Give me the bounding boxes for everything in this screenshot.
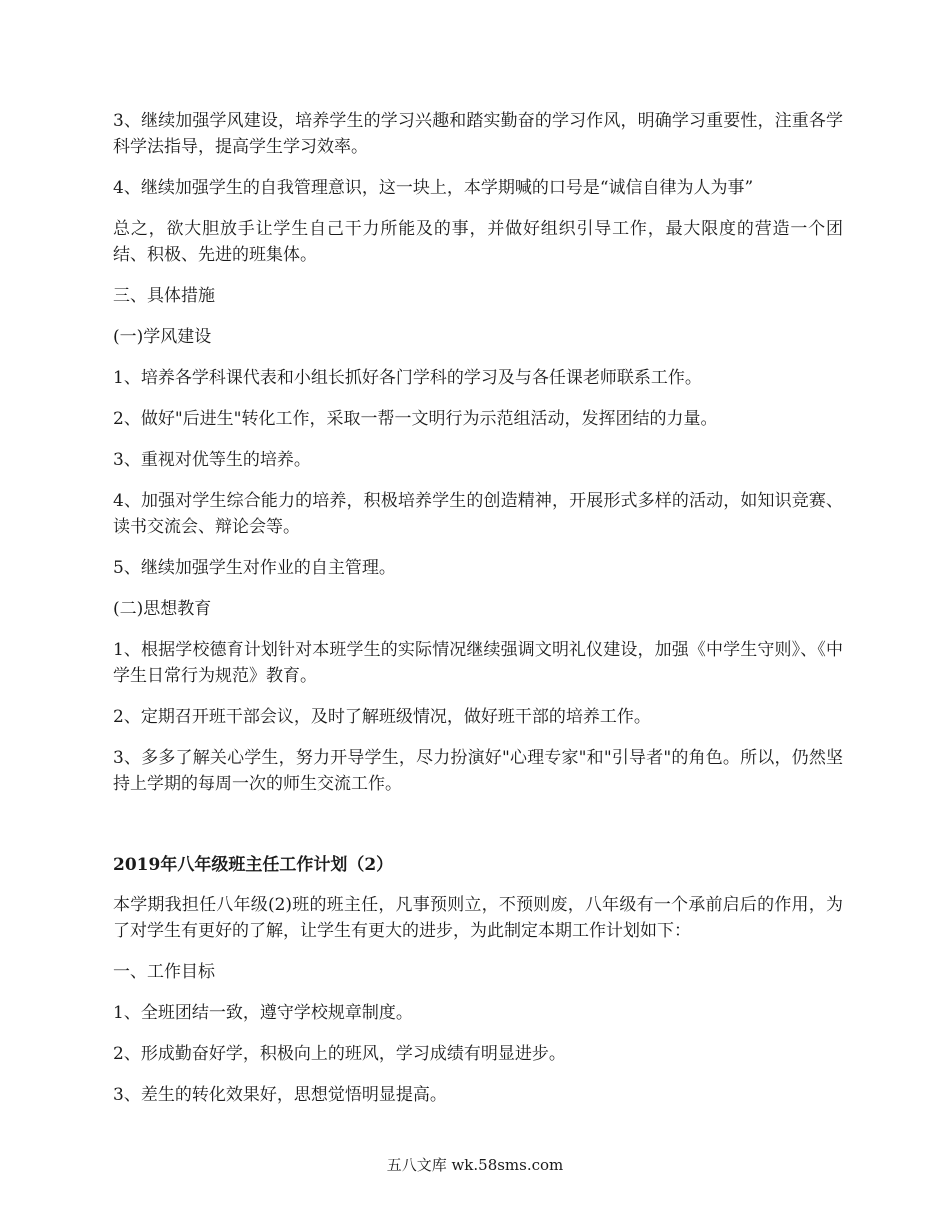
paragraph: 5、继续加强学生对作业的自主管理。	[113, 558, 396, 578]
paragraph: 2、做好"后进生"转化工作，采取一帮一文明行为示范组活动，发挥团结的力量。	[113, 409, 718, 429]
paragraph: 1、根据学校德育计划针对本班学生的实际情况继续强调文明礼仪建设，加强《中学生守则》、《中学生日常行为规范》教育。	[113, 640, 843, 686]
subsection-heading: (二)思想教育	[113, 599, 212, 619]
paragraph: 4、加强对学生综合能力的培养，积极培养学生的创造精神，开展形式多样的活动，如知识竞赛、读书交流会、辩论会等。	[113, 491, 843, 537]
page-footer: 五八文库 wk.58sms.com	[386, 1156, 564, 1174]
section-heading: 三、具体措施	[113, 286, 215, 306]
paragraph: 本学期我担任八年级(2)班的班主任，凡事预则立，不预则废，八年级有一个承前启后的作用，为了对学生有更好的了解，让学生有更大的进步，为此制定本期工作计划如下：	[113, 895, 843, 941]
paragraph: 4、继续加强学生的自我管理意识，这一块上，本学期喊的口号是“诚信自律为人为事”	[113, 178, 754, 198]
paragraph: 1、培养各学科课代表和小组长抓好各门学科的学习及与各任课老师联系工作。	[113, 368, 702, 388]
paragraph: 3、重视对优等生的培养。	[113, 450, 311, 470]
document-title: 2019年八年级班主任工作计划（2）	[113, 855, 394, 875]
paragraph: 3、继续加强学风建设，培养学生的学习兴趣和踏实勤奋的学习作风，明确学习重要性，注重各学科学法指导，提高学生学习效率。	[113, 111, 843, 157]
section-heading: 一、工作目标	[113, 962, 215, 982]
section-1	[113, 108, 843, 797]
paragraph: 总之，欲大胆放手让学生自己干力所能及的事，并做好组织引导工作，最大限度的营造一个团结、积极、先进的班集体。	[113, 219, 843, 265]
paragraph: 1、全班团结一致，遵守学校规章制度。	[113, 1003, 413, 1023]
paragraph: 2、形成勤奋好学，积极向上的班风，学习成绩有明显进步。	[113, 1044, 566, 1064]
paragraph: 2、定期召开班干部会议，及时了解班级情况，做好班干部的培养工作。	[113, 707, 651, 727]
section-2	[113, 892, 843, 1108]
document-page	[113, 108, 843, 1123]
paragraph: 3、差生的转化效果好，思想觉悟明显提高。	[113, 1085, 447, 1105]
subsection-heading: (一)学风建设	[113, 327, 212, 347]
paragraph: 3、多多了解关心学生，努力开导学生，尽力扮演好"心理专家"和"引导者"的角色。所以，仍然坚持上学期的每周一次的师生交流工作。	[113, 748, 843, 794]
